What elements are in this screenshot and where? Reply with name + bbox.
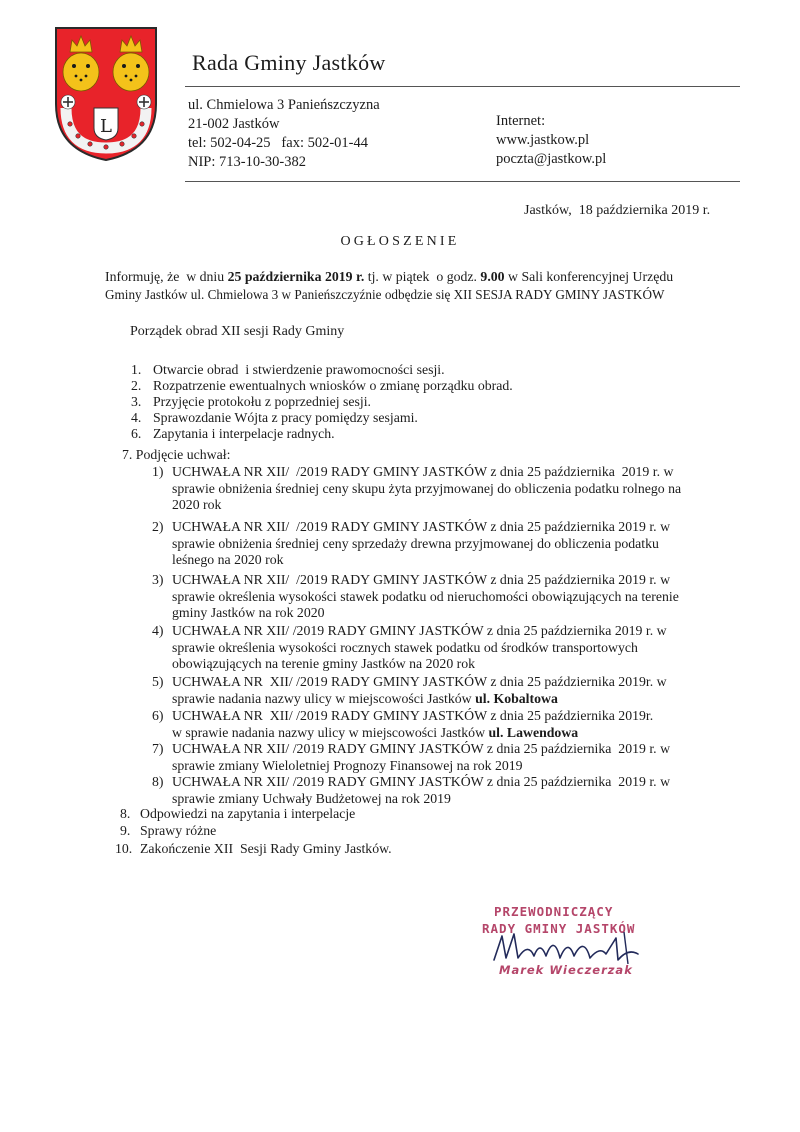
intro-line-2: Gminy Jastków ul. Chmielowa 3 w Panieńszczyźnie odbędzie się XII SESJA RADY GMINY JASTKÓW	[105, 287, 665, 302]
address-line: 21-002 Jastków	[188, 116, 280, 132]
phone-fax-line: tel: 502-04-25 fax: 502-01-44	[188, 135, 369, 151]
signatory-name: Marek Wieczerzak	[499, 963, 633, 977]
address-block	[188, 96, 380, 172]
nip-line: NIP: 713-10-30-382	[188, 154, 307, 170]
coat-of-arms-logo	[52, 24, 160, 162]
session-date: 25 października 2019 r.	[227, 269, 365, 284]
header-divider-bottom	[185, 181, 740, 182]
website-link[interactable]: www.jastkow.pl	[496, 132, 590, 148]
agenda-title: Porządek obrad XII sesji Rady Gminy	[130, 324, 345, 339]
street-name: ul. Kobaltowa	[475, 690, 558, 706]
stamp-title: PRZEWODNICZĄCY	[494, 904, 614, 919]
organization-name: Rada Gminy Jastków	[192, 50, 386, 75]
date-line: Jastków, 18 października 2019 r.	[524, 203, 711, 218]
header-divider-top	[185, 86, 740, 87]
svg-text:L: L	[100, 116, 112, 137]
internet-block	[496, 112, 606, 169]
intro-line-1: Informuję, że w dniu 25 października 2019 r. tj. w piątek o godz. 9.00 w Sali konferencyjnej Urzędu	[105, 269, 674, 284]
document-title: OGŁOSZENIE	[340, 234, 460, 249]
email-link[interactable]: poczta@jastkow.pl	[496, 151, 607, 167]
announcement-intro	[105, 268, 725, 304]
session-time: 9.00	[480, 269, 505, 284]
address-line: ul. Chmielowa 3 Panieńszczyzna	[188, 97, 380, 113]
street-name: ul. Lawendowa	[488, 724, 579, 740]
signature-icon	[488, 928, 648, 968]
agenda-item-resolutions: 7. Podjęcie uchwał:	[122, 447, 231, 462]
internet-label: Internet:	[496, 113, 546, 129]
stamp-council: RADY GMINY JASTKÓW	[482, 921, 636, 936]
